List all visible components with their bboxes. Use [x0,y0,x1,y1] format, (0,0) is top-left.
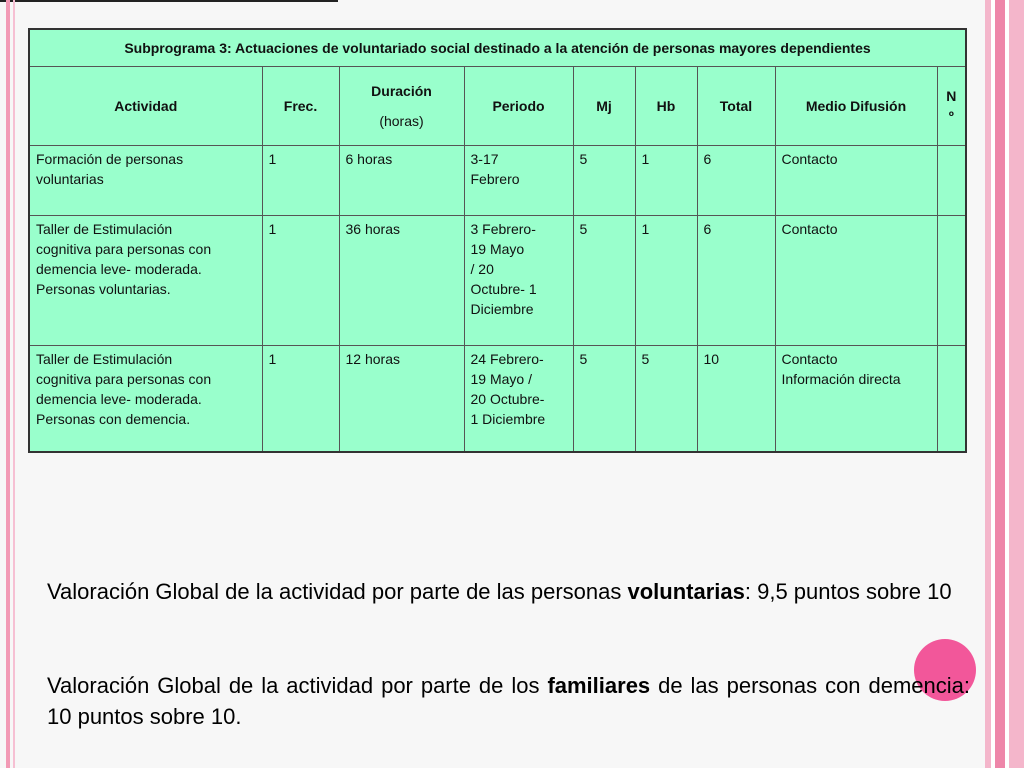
cell-frec: 1 [262,216,339,346]
cell-line: voluntarias [36,171,104,187]
cell-line: Diciembre [470,301,534,317]
cell-periodo [464,216,573,346]
text-part: Valoración Global de la actividad por parte de las personas [47,579,628,604]
cell-duracion: 6 horas [339,146,464,216]
header-no [937,67,966,146]
header-hb: Hb [635,67,697,146]
header-no-line2: º [948,108,954,124]
cell-mj: 5 [573,216,635,346]
cell-hb: 1 [635,216,697,346]
cell-no [937,216,966,346]
table-title: Subprograma 3: Actuaciones de voluntariado social destinado a la atención de personas mayores dependientes [29,29,966,67]
cell-line: 3 Febrero- [470,221,536,237]
cell-line: 19 Mayo [470,241,525,257]
cell-hb: 1 [635,146,697,216]
cell-frec: 1 [262,146,339,216]
header-periodo: Periodo [464,67,573,146]
cell-total: 6 [697,146,775,216]
table-row [29,216,966,346]
cell-periodo [464,346,573,452]
left-stripe [6,0,10,768]
cell-line: Contacto [781,151,838,167]
cell-medio [775,346,937,452]
text-part: : 9,5 puntos sobre 10 [744,579,952,604]
header-mj: Mj [573,67,635,146]
cell-line: Contacto [781,221,838,237]
cell-no [937,346,966,452]
table-row [29,346,966,452]
cell-total: 6 [697,216,775,346]
cell-duracion: 36 horas [339,216,464,346]
cell-line: Taller de Estimulación [36,221,173,237]
cell-line: 19 Mayo / [470,371,532,387]
cell-total: 10 [697,346,775,452]
cell-actividad [29,146,262,216]
cell-line: cognitiva para personas con [36,371,212,387]
cell-periodo [464,146,573,216]
header-frec: Frec. [262,67,339,146]
header-row [29,67,966,146]
cell-frec: 1 [262,346,339,452]
text-bold: voluntarias [627,579,745,604]
cell-line: Información directa [781,371,901,387]
right-stripes [985,0,1024,768]
cell-line: 1 Diciembre [470,411,546,427]
cell-actividad [29,216,262,346]
cell-mj: 5 [573,146,635,216]
activities-table [28,28,967,453]
cell-mj: 5 [573,346,635,452]
header-duracion [339,67,464,146]
cell-no [937,146,966,216]
cell-line: cognitiva para personas con [36,241,212,257]
cell-line: Febrero [470,171,520,187]
header-medio: Medio Difusión [775,67,937,146]
table-row [29,146,966,216]
family-rating-text [47,670,970,732]
header-no-line1: N [946,88,957,104]
cell-hb: 5 [635,346,697,452]
cell-actividad [29,346,262,452]
header-actividad: Actividad [29,67,262,146]
cell-line: Octubre- 1 [470,281,537,297]
header-duracion-line2: (horas) [379,113,424,129]
text-bold: familiares [547,673,651,698]
cell-line: Contacto [781,351,838,367]
cell-duracion: 12 horas [339,346,464,452]
header-duracion-line1: Duración [371,83,432,99]
left-stripe-inner [13,0,15,768]
cell-line: 24 Febrero- [470,351,544,367]
volunteer-rating-text [47,576,970,607]
cell-line: / 20 [470,261,494,277]
cell-line: 3-17 [470,151,499,167]
header-total: Total [697,67,775,146]
cell-line: Taller de Estimulación [36,351,173,367]
text-part: Valoración Global de la actividad por parte de los [47,673,548,698]
cell-line: demencia leve- moderada. [36,391,202,407]
cell-line: 20 Octubre- [470,391,545,407]
cell-medio [775,146,937,216]
cell-line: Personas con demencia. [36,411,191,427]
text-part: de las personas con demencia: 10 puntos sobre 10. [47,673,970,729]
cell-line: Personas voluntarias. [36,281,171,297]
cell-line: demencia leve- moderada. [36,261,202,277]
cell-medio [775,216,937,346]
top-rule [0,0,338,2]
cell-line: Formación de personas [36,151,184,167]
